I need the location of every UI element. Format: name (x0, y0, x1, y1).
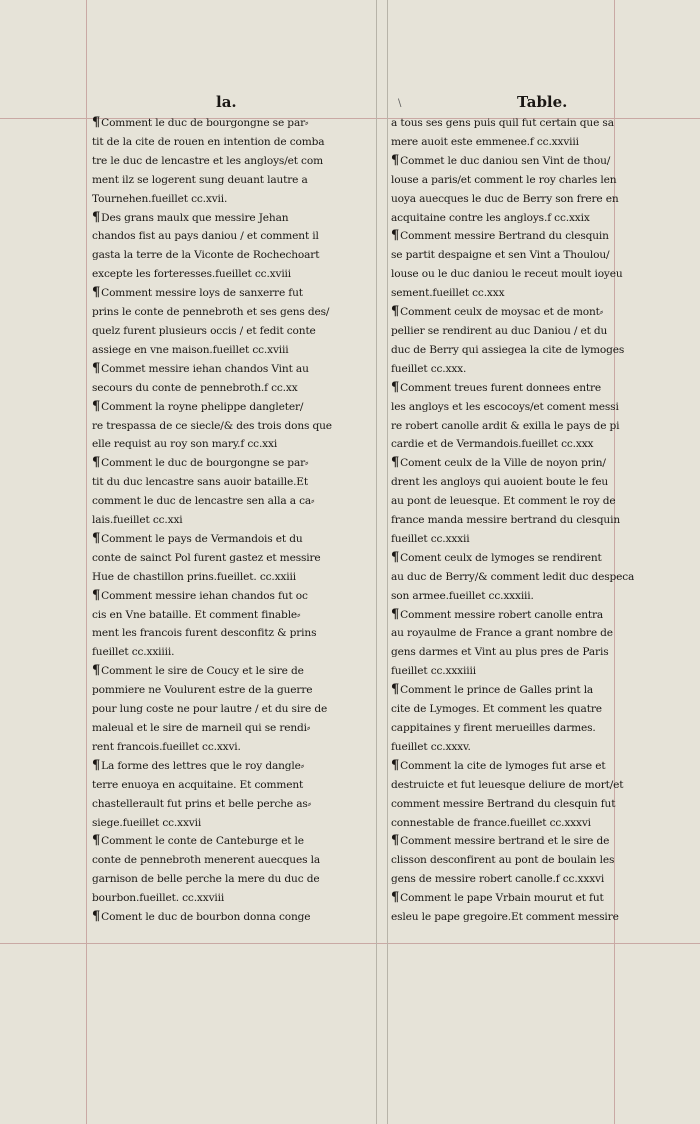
line-text: Commet messire iehan chandos Vint au (101, 362, 309, 375)
entry-line (92, 568, 374, 587)
line-text: Comment messire bertrand et le sire de (400, 835, 610, 848)
entry-line (92, 681, 374, 700)
entry-line (92, 530, 374, 549)
line-text: se partit despaigne et sen Vint a Thoulou/ (391, 249, 610, 262)
line-text: Des grans maulx que messire Jehan (101, 211, 289, 224)
entry-line (92, 454, 374, 473)
pilcrow-mark: ¶ (92, 833, 101, 849)
entry-line (92, 643, 374, 662)
table-entry (391, 832, 673, 889)
line-text: re trespassa de ce siecle/& des trois dons que (92, 419, 332, 432)
line-text: Comment ceulx de moysac et de mont⸗ (400, 306, 604, 319)
line-text: a tous ses gens puis quil fut certain que sa (391, 117, 614, 129)
line-text: tit du duc lencastre sans auoir bataille.Et (92, 476, 308, 489)
entry-line (391, 814, 673, 833)
entry-line (92, 549, 374, 568)
table-entry (92, 757, 374, 833)
table-entry (92, 209, 374, 285)
table-entry (391, 889, 673, 927)
entry-line (92, 114, 374, 133)
entry-line (92, 246, 374, 265)
line-text: prins le conte de pennebroth et ses gens des/ (92, 306, 330, 319)
line-text: maleual et le sire de marneil qui se rendi⸗ (92, 722, 311, 734)
entry-line (92, 379, 374, 398)
line-text: rent francois.fueillet cc.xxvi. (92, 740, 241, 753)
line-text: Comment le duc de bourgongne se par⸗ (101, 117, 309, 129)
entry-line (391, 360, 673, 379)
entry-line (92, 341, 374, 360)
entry-line (391, 700, 673, 719)
line-text: elle requist au roy son mary.f cc.xxi (92, 438, 278, 451)
line-text: au royaulme de France a grant nombre de (391, 627, 613, 640)
line-text: Comment le prince de Galles print la (400, 684, 594, 697)
entry-line (92, 606, 374, 625)
line-text: Comment messire iehan chandos fut oc (101, 589, 308, 602)
line-text: Comment le pays de Vermandois et du (101, 532, 303, 545)
line-text: ment ilz se logerent sung deuant lautre a (92, 173, 308, 186)
entry-line (92, 303, 374, 322)
entry-line (391, 435, 673, 454)
line-text: acquitaine contre les angloys.f cc.xxix (391, 211, 590, 224)
line-text: Tournehen.fueillet cc.xvii. (92, 192, 228, 205)
line-text: pellier se rendirent au duc Daniou / et du (391, 324, 608, 337)
line-text: comment le duc de lencastre sen alla a ca⸗ (92, 495, 315, 508)
line-text: re robert canolle ardit & exilla le pays de pi (391, 419, 620, 432)
entry-line (391, 284, 673, 303)
line-text: tit de la cite de rouen en intention de comba (92, 135, 325, 148)
table-entry (92, 908, 374, 927)
pilcrow-mark: ¶ (92, 398, 101, 414)
line-text: uoya auecques le duc de Berry son frere en (391, 192, 619, 205)
line-text: cis en Vne bataille. Et comment finable⸗ (92, 608, 301, 621)
entry-line (92, 227, 374, 246)
line-text: cardie et de Vermandois.fueillet cc.xxx (391, 438, 594, 451)
line-text: quelz furent plusieurs occis / et fedit conte (92, 324, 316, 337)
line-text: Hue de chastillon prins.fueillet. cc.xxiii (92, 570, 296, 583)
entry-line (391, 832, 673, 851)
entry-line (92, 284, 374, 303)
entry-line (391, 624, 673, 643)
line-text: fueillet cc.xxx. (391, 362, 467, 375)
pilcrow-mark: ¶ (391, 890, 400, 906)
line-text: fueillet cc.xxxiiii (391, 665, 476, 678)
entry-line (391, 549, 673, 568)
entry-line (391, 209, 673, 228)
table-entry (92, 587, 374, 663)
line-text: Comment messire Bertrand du clesquin (400, 230, 609, 243)
line-text: fueillet cc.xxxv. (391, 740, 471, 753)
entry-line (391, 643, 673, 662)
entry-line (92, 795, 374, 814)
entry-line (92, 209, 374, 228)
line-text: gens darmes et Vint au plus pres de Paris (391, 646, 609, 659)
table-entry (391, 757, 673, 833)
entry-line (391, 417, 673, 436)
line-text: secours du conte de pennebroth.f cc.xx (92, 381, 298, 394)
entry-line (92, 265, 374, 284)
entry-line (92, 190, 374, 209)
table-entry (92, 832, 374, 908)
line-text: esleu le pape gregoire.Et comment messire (391, 911, 619, 924)
line-text: Coment ceulx de la Ville de noyon prin/ (400, 457, 606, 470)
line-text: chastellerault fut prins et belle perche as⸗ (92, 797, 312, 810)
entry-line (92, 417, 374, 436)
line-text: assiege en vne maison.fueillet cc.xviii (92, 343, 289, 356)
pilcrow-mark: ¶ (92, 663, 101, 679)
line-text: clisson desconfirent au pont de boulain les (391, 854, 615, 867)
line-text: lais.fueillet cc.xxi (92, 514, 183, 527)
entry-line (391, 889, 673, 908)
line-text: son armee.fueillet cc.xxxiii. (391, 589, 534, 602)
entry-line (391, 265, 673, 284)
pilcrow-mark: ¶ (391, 304, 400, 320)
table-entry (92, 662, 374, 757)
line-text: ment les francois furent desconfitz & prins (92, 627, 317, 640)
table-entry (391, 379, 673, 455)
line-text: siege.fueillet cc.xxvii (92, 816, 202, 829)
right-text-column (391, 114, 673, 927)
entry-line (92, 624, 374, 643)
table-entry (391, 549, 673, 606)
line-text: Commet le duc daniou sen Vint de thou/ (400, 154, 611, 167)
line-text: connestable de france.fueillet cc.xxxvi (391, 816, 591, 829)
entry-line (92, 360, 374, 379)
entry-line (391, 454, 673, 473)
line-text: les angloys et les escocoys/et coment messi (391, 400, 619, 413)
column-gutter-line (376, 0, 377, 1124)
entry-line (391, 738, 673, 757)
entry-line (92, 889, 374, 908)
pilcrow-mark: ¶ (92, 360, 101, 376)
line-text: Comment le pape Vrbain mourut et fut (400, 892, 604, 905)
ink-mark: \ (398, 98, 402, 109)
line-text: La forme des lettres que le roy dangle⸗ (101, 759, 305, 772)
table-entry (92, 454, 374, 530)
table-entry (391, 152, 673, 228)
line-text: Comment messire robert canolle entra (400, 608, 604, 621)
pilcrow-mark: ¶ (391, 152, 400, 168)
entry-line (391, 227, 673, 246)
entry-line (391, 341, 673, 360)
entry-line (92, 719, 374, 738)
entry-line (92, 133, 374, 152)
line-text: Comment treues furent donnees entre (400, 381, 602, 394)
line-text: au pont de leuesque. Et comment le roy de (391, 495, 616, 508)
pilcrow-mark: ¶ (391, 833, 400, 849)
entry-line (391, 152, 673, 171)
entry-line (391, 530, 673, 549)
pilcrow-mark: ¶ (92, 455, 101, 471)
table-entry (92, 284, 374, 360)
pilcrow-mark: ¶ (92, 757, 101, 773)
entry-line (391, 719, 673, 738)
entry-line (92, 832, 374, 851)
entry-line (391, 246, 673, 265)
line-text: conte de sainct Pol furent gastez et messire (92, 551, 321, 564)
entry-line (92, 511, 374, 530)
pilcrow-mark: ¶ (391, 682, 400, 698)
line-text: Comment le conte de Canteburge et le (101, 835, 304, 848)
line-text: louse a paris/et comment le roy charles len (391, 173, 617, 186)
pilcrow-mark: ¶ (391, 455, 400, 471)
entry-line (391, 757, 673, 776)
line-text: au duc de Berry/& comment ledit duc despeca (391, 570, 635, 583)
entry-line (391, 303, 673, 322)
line-text: duc de Berry qui assiegea la cite de lymoges (391, 343, 625, 356)
pilcrow-mark: ¶ (92, 209, 101, 225)
entry-line (92, 152, 374, 171)
entry-line (92, 171, 374, 190)
line-text: Coment le duc de bourbon donna conge (101, 911, 311, 924)
table-entry (391, 227, 673, 303)
line-text: tre le duc de lencastre et les angloys/et com (92, 154, 323, 167)
pilcrow-mark: ¶ (391, 606, 400, 622)
running-head-left: la. (216, 93, 237, 111)
entry-line (391, 133, 673, 152)
line-text: mere auoit este emmenee.f cc.xxviii (391, 135, 579, 148)
entry-line (391, 795, 673, 814)
entry-line (391, 511, 673, 530)
pilcrow-mark: ¶ (391, 379, 400, 395)
line-text: Comment le duc de bourgongne se par⸗ (101, 457, 309, 470)
line-text: gens de messire robert canolle.f cc.xxxvi (391, 873, 605, 886)
line-text: gasta la terre de la Viconte de Rochechoart (92, 249, 320, 262)
entry-line (391, 322, 673, 341)
entry-line (92, 492, 374, 511)
entry-line (391, 114, 673, 133)
entry-line (391, 398, 673, 417)
line-text: destruicte et fut leuesque deliure de mort/et (391, 778, 624, 791)
grid-line-vertical (86, 0, 87, 1124)
table-entry (391, 681, 673, 757)
line-text: pour lung coste ne pour lautre / et du sire de (92, 703, 328, 716)
entry-line (391, 587, 673, 606)
entry-line (92, 738, 374, 757)
grid-line-horizontal (0, 943, 700, 944)
table-entry (391, 606, 673, 682)
entry-line (391, 171, 673, 190)
entry-line (391, 568, 673, 587)
line-text: conte de pennebroth menerent auecques la (92, 854, 320, 867)
entry-line (92, 473, 374, 492)
left-text-column (92, 114, 374, 927)
pilcrow-mark: ¶ (92, 285, 101, 301)
entry-line (391, 492, 673, 511)
line-text: sement.fueillet cc.xxx (391, 287, 505, 300)
entry-line (92, 851, 374, 870)
pilcrow-mark: ¶ (92, 909, 101, 925)
entry-line (391, 662, 673, 681)
line-text: bourbon.fueillet. cc.xxviii (92, 892, 225, 905)
entry-line (391, 908, 673, 927)
entry-line (92, 587, 374, 606)
line-text: Comment la royne phelippe dangleter/ (101, 400, 304, 413)
line-text: Comment le sire de Coucy et le sire de (101, 665, 304, 678)
pilcrow-mark: ¶ (391, 757, 400, 773)
table-entry (391, 454, 673, 549)
entry-line (92, 322, 374, 341)
entry-line (92, 662, 374, 681)
entry-line (391, 681, 673, 700)
pilcrow-mark: ¶ (391, 549, 400, 565)
entry-line (391, 851, 673, 870)
line-text: fueillet cc.xxxii (391, 532, 470, 545)
entry-line (92, 776, 374, 795)
column-gutter-line (387, 0, 388, 1124)
line-text: excepte les forteresses.fueillet cc.xviii (92, 268, 292, 281)
entry-line (391, 379, 673, 398)
table-entry (92, 398, 374, 455)
pilcrow-mark: ¶ (391, 228, 400, 244)
pilcrow-mark: ¶ (92, 530, 101, 546)
entry-line (391, 190, 673, 209)
table-entry (92, 360, 374, 398)
entry-line (391, 606, 673, 625)
line-text: drent les angloys qui auoient boute le feu (391, 476, 609, 489)
entry-line (92, 700, 374, 719)
line-text: chandos fist au pays daniou / et comment il (92, 230, 319, 243)
line-text: france manda messire bertrand du clesquin (391, 514, 621, 527)
table-entry (391, 114, 673, 152)
line-text: cappitaines y firent merueilles darmes. (391, 722, 596, 734)
line-text: terre enuoya en acquitaine. Et comment (92, 778, 304, 791)
line-text: comment messire Bertrand du clesquin fut (391, 797, 616, 810)
line-text: cite de Lymoges. Et comment les quatre (391, 703, 602, 716)
entry-line (391, 776, 673, 795)
line-text: garnison de belle perche la mere du duc de (92, 873, 320, 886)
entry-line (92, 908, 374, 927)
pilcrow-mark: ¶ (92, 115, 101, 130)
pilcrow-mark: ¶ (92, 587, 101, 603)
entry-line (391, 870, 673, 889)
table-entry (92, 530, 374, 587)
line-text: pommiere ne Voulurent estre de la guerre (92, 684, 313, 697)
entry-line (92, 398, 374, 417)
entry-line (92, 870, 374, 889)
line-text: Coment ceulx de lymoges se rendirent (400, 551, 602, 564)
table-entry (391, 303, 673, 379)
line-text: louse ou le duc daniou le receut moult ioyeu (391, 268, 623, 281)
line-text: Comment la cite de lymoges fut arse et (400, 759, 606, 772)
entry-line (92, 814, 374, 833)
entry-line (92, 435, 374, 454)
line-text: fueillet cc.xxiiii. (92, 646, 175, 659)
line-text: Comment messire loys de sanxerre fut (101, 287, 303, 300)
table-entry (92, 114, 374, 209)
entry-line (92, 757, 374, 776)
entry-line (391, 473, 673, 492)
running-head-right: Table. (517, 93, 568, 111)
